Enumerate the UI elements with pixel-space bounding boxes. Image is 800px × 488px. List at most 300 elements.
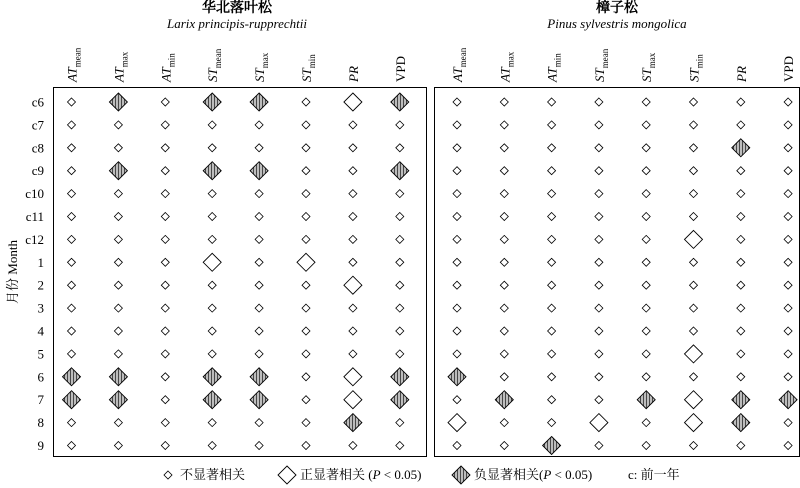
not-significant-marker — [349, 213, 357, 221]
not-significant-marker — [690, 373, 698, 381]
not-significant-marker — [500, 144, 508, 152]
not-significant-marker — [500, 442, 508, 450]
not-significant-marker — [208, 235, 216, 243]
variable-label: $ST_{max}$ — [252, 52, 271, 82]
negative-significant-marker — [391, 93, 409, 111]
not-significant-marker — [68, 281, 76, 289]
not-significant-marker — [595, 304, 603, 312]
not-significant-marker — [453, 213, 461, 221]
not-significant-marker — [595, 213, 603, 221]
not-significant-marker — [161, 442, 169, 450]
larix-panel — [54, 0, 427, 457]
not-significant-marker — [161, 396, 169, 404]
not-significant-marker — [784, 327, 792, 335]
negative-significant-marker — [63, 391, 81, 409]
not-significant-marker — [114, 144, 122, 152]
not-significant-marker — [302, 167, 310, 175]
not-significant-marker — [255, 144, 263, 152]
not-significant-marker — [500, 304, 508, 312]
not-significant-marker — [396, 190, 404, 198]
not-significant-marker — [396, 281, 404, 289]
not-significant-marker — [208, 281, 216, 289]
not-significant-marker — [114, 281, 122, 289]
not-significant-marker — [161, 373, 169, 381]
not-significant-marker — [642, 373, 650, 381]
legend-label-negative: 负显著相关(P < 0.05) — [474, 467, 593, 482]
not-significant-marker — [208, 121, 216, 129]
negative-significant-marker — [732, 139, 750, 157]
not-significant-marker — [453, 281, 461, 289]
not-significant-marker — [453, 442, 461, 450]
not-significant-marker — [453, 167, 461, 175]
variable-label: PR — [345, 66, 361, 82]
panel-title-latin: Pinus sylvestris mongolica — [547, 16, 687, 31]
negative-significant-marker — [203, 93, 221, 111]
not-significant-marker — [500, 281, 508, 289]
not-significant-marker — [396, 144, 404, 152]
not-significant-marker — [642, 190, 650, 198]
not-significant-marker — [548, 419, 556, 427]
not-significant-marker — [161, 281, 169, 289]
month-label: c12 — [25, 231, 44, 247]
not-significant-marker — [114, 350, 122, 358]
positive-significant-marker — [278, 466, 296, 484]
variable-label: $ST_{min}$ — [299, 54, 317, 82]
panel-title-latin: Larix principis-rupprechtii — [167, 16, 307, 31]
not-significant-marker — [548, 373, 556, 381]
not-significant-marker — [737, 258, 745, 266]
negative-significant-marker — [250, 368, 268, 386]
not-significant-marker — [784, 144, 792, 152]
not-significant-marker — [302, 442, 310, 450]
not-significant-marker — [737, 304, 745, 312]
y-axis-label: 月份 Month — [5, 240, 20, 304]
not-significant-marker — [453, 98, 461, 106]
not-significant-marker — [453, 396, 461, 404]
not-significant-marker — [784, 190, 792, 198]
month-label: 9 — [37, 438, 44, 453]
positive-significant-marker — [203, 253, 221, 271]
not-significant-marker — [453, 190, 461, 198]
month-label: 5 — [37, 346, 44, 362]
not-significant-marker — [690, 213, 698, 221]
not-significant-marker — [208, 304, 216, 312]
not-significant-marker — [548, 98, 556, 106]
not-significant-marker — [737, 281, 745, 289]
not-significant-marker — [690, 327, 698, 335]
variable-label: $ST_{mean}$ — [591, 48, 610, 82]
not-significant-marker — [737, 373, 745, 381]
not-significant-marker — [548, 144, 556, 152]
not-significant-marker — [500, 258, 508, 266]
not-significant-marker — [114, 327, 122, 335]
not-significant-marker — [595, 327, 603, 335]
negative-significant-marker — [391, 391, 409, 409]
not-significant-marker — [548, 167, 556, 175]
not-significant-marker — [642, 235, 650, 243]
negative-significant-marker — [391, 368, 409, 386]
negative-significant-marker — [63, 368, 81, 386]
variable-label: $ST_{mean}$ — [205, 48, 224, 82]
not-significant-marker — [161, 190, 169, 198]
not-significant-marker — [784, 350, 792, 358]
month-label: 2 — [37, 277, 44, 293]
negative-significant-marker — [495, 391, 513, 409]
not-significant-marker — [161, 213, 169, 221]
not-significant-marker — [737, 190, 745, 198]
positive-significant-marker — [344, 368, 362, 386]
not-significant-marker — [595, 98, 603, 106]
not-significant-marker — [208, 350, 216, 358]
negative-significant-marker — [391, 162, 409, 180]
not-significant-marker — [548, 258, 556, 266]
not-significant-marker — [548, 304, 556, 312]
not-significant-marker — [500, 373, 508, 381]
not-significant-marker — [255, 258, 263, 266]
not-significant-marker — [690, 121, 698, 129]
not-significant-marker — [737, 213, 745, 221]
not-significant-marker — [737, 327, 745, 335]
not-significant-marker — [302, 121, 310, 129]
not-significant-marker — [548, 396, 556, 404]
not-significant-marker — [396, 442, 404, 450]
not-significant-marker — [784, 419, 792, 427]
negative-significant-marker — [344, 414, 362, 432]
not-significant-marker — [302, 396, 310, 404]
month-label: 7 — [37, 392, 44, 408]
not-significant-marker — [500, 235, 508, 243]
variable-label: $AT_{max}$ — [497, 51, 516, 82]
not-significant-marker — [208, 327, 216, 335]
not-significant-marker — [784, 442, 792, 450]
not-significant-marker — [68, 350, 76, 358]
not-significant-marker — [255, 235, 263, 243]
not-significant-marker — [548, 121, 556, 129]
not-significant-marker — [68, 144, 76, 152]
not-significant-marker — [595, 190, 603, 198]
not-significant-marker — [453, 144, 461, 152]
not-significant-marker — [500, 419, 508, 427]
not-significant-marker — [255, 121, 263, 129]
positive-significant-marker — [590, 414, 608, 432]
not-significant-marker — [784, 373, 792, 381]
not-significant-marker — [161, 98, 169, 106]
not-significant-marker — [642, 121, 650, 129]
not-significant-marker — [737, 235, 745, 243]
not-significant-marker — [548, 235, 556, 243]
not-significant-marker — [68, 121, 76, 129]
not-significant-marker — [784, 281, 792, 289]
not-significant-marker — [208, 144, 216, 152]
not-significant-marker — [595, 121, 603, 129]
not-significant-marker — [349, 235, 357, 243]
not-significant-marker — [784, 304, 792, 312]
positive-significant-marker — [344, 391, 362, 409]
not-significant-marker — [114, 304, 122, 312]
not-significant-marker — [453, 235, 461, 243]
negative-significant-marker — [109, 162, 127, 180]
negative-significant-marker — [203, 391, 221, 409]
not-significant-marker — [396, 258, 404, 266]
not-significant-marker — [642, 442, 650, 450]
not-significant-marker — [500, 190, 508, 198]
positive-significant-marker — [344, 93, 362, 111]
not-significant-marker — [642, 419, 650, 427]
not-significant-marker — [302, 213, 310, 221]
not-significant-marker — [164, 471, 172, 479]
not-significant-marker — [255, 327, 263, 335]
not-significant-marker — [68, 304, 76, 312]
not-significant-marker — [784, 235, 792, 243]
negative-significant-marker — [732, 391, 750, 409]
not-significant-marker — [349, 190, 357, 198]
not-significant-marker — [349, 442, 357, 450]
month-label: c11 — [25, 209, 44, 224]
not-significant-marker — [68, 327, 76, 335]
variable-label: $ST_{max}$ — [639, 52, 658, 82]
not-significant-marker — [349, 167, 357, 175]
negative-significant-marker — [203, 368, 221, 386]
not-significant-marker — [784, 98, 792, 106]
variable-label: VPD — [781, 55, 797, 82]
not-significant-marker — [349, 327, 357, 335]
not-significant-marker — [255, 281, 263, 289]
not-significant-marker — [642, 167, 650, 175]
negative-significant-marker — [732, 414, 750, 432]
legend-label-ns: 不显著相关 — [180, 467, 246, 482]
positive-significant-marker — [448, 414, 466, 432]
not-significant-marker — [255, 350, 263, 358]
negative-significant-marker — [250, 93, 268, 111]
not-significant-marker — [500, 350, 508, 358]
negative-significant-marker — [250, 162, 268, 180]
not-significant-marker — [737, 121, 745, 129]
not-significant-marker — [690, 98, 698, 106]
not-significant-marker — [302, 144, 310, 152]
not-significant-marker — [642, 281, 650, 289]
not-significant-marker — [642, 144, 650, 152]
not-significant-marker — [690, 167, 698, 175]
not-significant-marker — [737, 167, 745, 175]
not-significant-marker — [68, 167, 76, 175]
legend — [164, 466, 680, 484]
not-significant-marker — [595, 373, 603, 381]
variable-label: $AT_{mean}$ — [64, 47, 83, 82]
not-significant-marker — [642, 327, 650, 335]
month-label: c8 — [31, 140, 44, 156]
not-significant-marker — [548, 190, 556, 198]
not-significant-marker — [302, 419, 310, 427]
not-significant-marker — [396, 121, 404, 129]
not-significant-marker — [255, 213, 263, 221]
positive-significant-marker — [685, 230, 703, 248]
not-significant-marker — [642, 213, 650, 221]
legend-label-positive: 正显著相关 (P < 0.05) — [300, 467, 422, 482]
month-label: 3 — [37, 300, 44, 316]
negative-significant-marker — [203, 162, 221, 180]
not-significant-marker — [642, 98, 650, 106]
not-significant-marker — [68, 442, 76, 450]
not-significant-marker — [68, 190, 76, 198]
month-label: c7 — [31, 117, 44, 133]
month-label: c9 — [31, 163, 44, 179]
not-significant-marker — [784, 121, 792, 129]
not-significant-marker — [255, 304, 263, 312]
not-significant-marker — [114, 190, 122, 198]
negative-significant-marker — [250, 391, 268, 409]
not-significant-marker — [302, 190, 310, 198]
negative-significant-marker — [448, 368, 466, 386]
not-significant-marker — [396, 213, 404, 221]
not-significant-marker — [114, 213, 122, 221]
not-significant-marker — [68, 419, 76, 427]
not-significant-marker — [255, 419, 263, 427]
positive-significant-marker — [685, 345, 703, 363]
not-significant-marker — [161, 121, 169, 129]
not-significant-marker — [500, 121, 508, 129]
not-significant-marker — [595, 258, 603, 266]
not-significant-marker — [595, 235, 603, 243]
not-significant-marker — [302, 235, 310, 243]
not-significant-marker — [208, 213, 216, 221]
not-significant-marker — [302, 350, 310, 358]
not-significant-marker — [595, 167, 603, 175]
not-significant-marker — [595, 396, 603, 404]
negative-significant-marker — [779, 391, 797, 409]
variable-label: $ST_{min}$ — [686, 54, 705, 82]
not-significant-marker — [255, 190, 263, 198]
not-significant-marker — [784, 167, 792, 175]
not-significant-marker — [690, 144, 698, 152]
not-significant-marker — [500, 167, 508, 175]
not-significant-marker — [595, 144, 603, 152]
not-significant-marker — [208, 190, 216, 198]
negative-significant-marker — [452, 466, 470, 484]
not-significant-marker — [784, 213, 792, 221]
positive-significant-marker — [297, 253, 315, 271]
not-significant-marker — [349, 121, 357, 129]
not-significant-marker — [453, 121, 461, 129]
not-significant-marker — [453, 304, 461, 312]
not-significant-marker — [690, 281, 698, 289]
not-significant-marker — [396, 235, 404, 243]
not-significant-marker — [114, 121, 122, 129]
not-significant-marker — [114, 442, 122, 450]
month-label: 1 — [37, 254, 44, 270]
not-significant-marker — [396, 350, 404, 358]
positive-significant-marker — [685, 391, 703, 409]
not-significant-marker — [453, 327, 461, 335]
negative-significant-marker — [109, 93, 127, 111]
not-significant-marker — [208, 419, 216, 427]
variable-label: $AT_{max}$ — [111, 51, 130, 82]
not-significant-marker — [255, 442, 263, 450]
not-significant-marker — [161, 258, 169, 266]
not-significant-marker — [548, 327, 556, 335]
not-significant-marker — [595, 350, 603, 358]
not-significant-marker — [208, 442, 216, 450]
month-label: 8 — [37, 415, 44, 431]
not-significant-marker — [68, 213, 76, 221]
not-significant-marker — [642, 304, 650, 312]
not-significant-marker — [595, 281, 603, 289]
not-significant-marker — [548, 213, 556, 221]
not-significant-marker — [396, 327, 404, 335]
not-significant-marker — [595, 442, 603, 450]
legend-label-previous-year: c: 前一年 — [628, 467, 680, 482]
month-label: 6 — [37, 369, 44, 385]
not-significant-marker — [737, 442, 745, 450]
not-significant-marker — [114, 235, 122, 243]
not-significant-marker — [161, 167, 169, 175]
month-label: c10 — [25, 186, 44, 202]
not-significant-marker — [161, 419, 169, 427]
month-tick-labels — [25, 95, 44, 454]
panel-frame — [54, 88, 427, 457]
not-significant-marker — [349, 304, 357, 312]
not-significant-marker — [737, 98, 745, 106]
negative-significant-marker — [109, 368, 127, 386]
not-significant-marker — [500, 98, 508, 106]
not-significant-marker — [349, 350, 357, 358]
not-significant-marker — [349, 144, 357, 152]
not-significant-marker — [690, 258, 698, 266]
not-significant-marker — [453, 258, 461, 266]
not-significant-marker — [453, 350, 461, 358]
variable-label: $AT_{min}$ — [158, 53, 177, 82]
month-label: c6 — [31, 94, 44, 110]
not-significant-marker — [500, 327, 508, 335]
variable-label: PR — [733, 66, 749, 82]
not-significant-marker — [302, 327, 310, 335]
not-significant-marker — [548, 281, 556, 289]
negative-significant-marker — [637, 391, 655, 409]
not-significant-marker — [396, 304, 404, 312]
not-significant-marker — [548, 350, 556, 358]
not-significant-marker — [690, 304, 698, 312]
negative-significant-marker — [109, 391, 127, 409]
variable-label: $AT_{min}$ — [544, 53, 563, 82]
panel-title-cn: 华北落叶松 — [202, 1, 272, 16]
not-significant-marker — [302, 281, 310, 289]
not-significant-marker — [690, 190, 698, 198]
panel-title-cn: 樟子松 — [596, 1, 638, 16]
not-significant-marker — [642, 258, 650, 266]
not-significant-marker — [396, 419, 404, 427]
not-significant-marker — [114, 258, 122, 266]
not-significant-marker — [161, 350, 169, 358]
not-significant-marker — [68, 258, 76, 266]
positive-significant-marker — [685, 414, 703, 432]
not-significant-marker — [302, 98, 310, 106]
not-significant-marker — [302, 373, 310, 381]
variable-label: $AT_{mean}$ — [450, 47, 468, 82]
not-significant-marker — [68, 98, 76, 106]
not-significant-marker — [68, 235, 76, 243]
not-significant-marker — [500, 213, 508, 221]
not-significant-marker — [114, 419, 122, 427]
not-significant-marker — [161, 144, 169, 152]
not-significant-marker — [642, 350, 650, 358]
negative-significant-marker — [543, 437, 561, 455]
pinus-panel — [435, 0, 800, 457]
variable-label: VPD — [392, 55, 408, 82]
not-significant-marker — [161, 327, 169, 335]
not-significant-marker — [161, 235, 169, 243]
month-label: 4 — [37, 323, 44, 339]
positive-significant-marker — [344, 276, 362, 294]
not-significant-marker — [349, 258, 357, 266]
